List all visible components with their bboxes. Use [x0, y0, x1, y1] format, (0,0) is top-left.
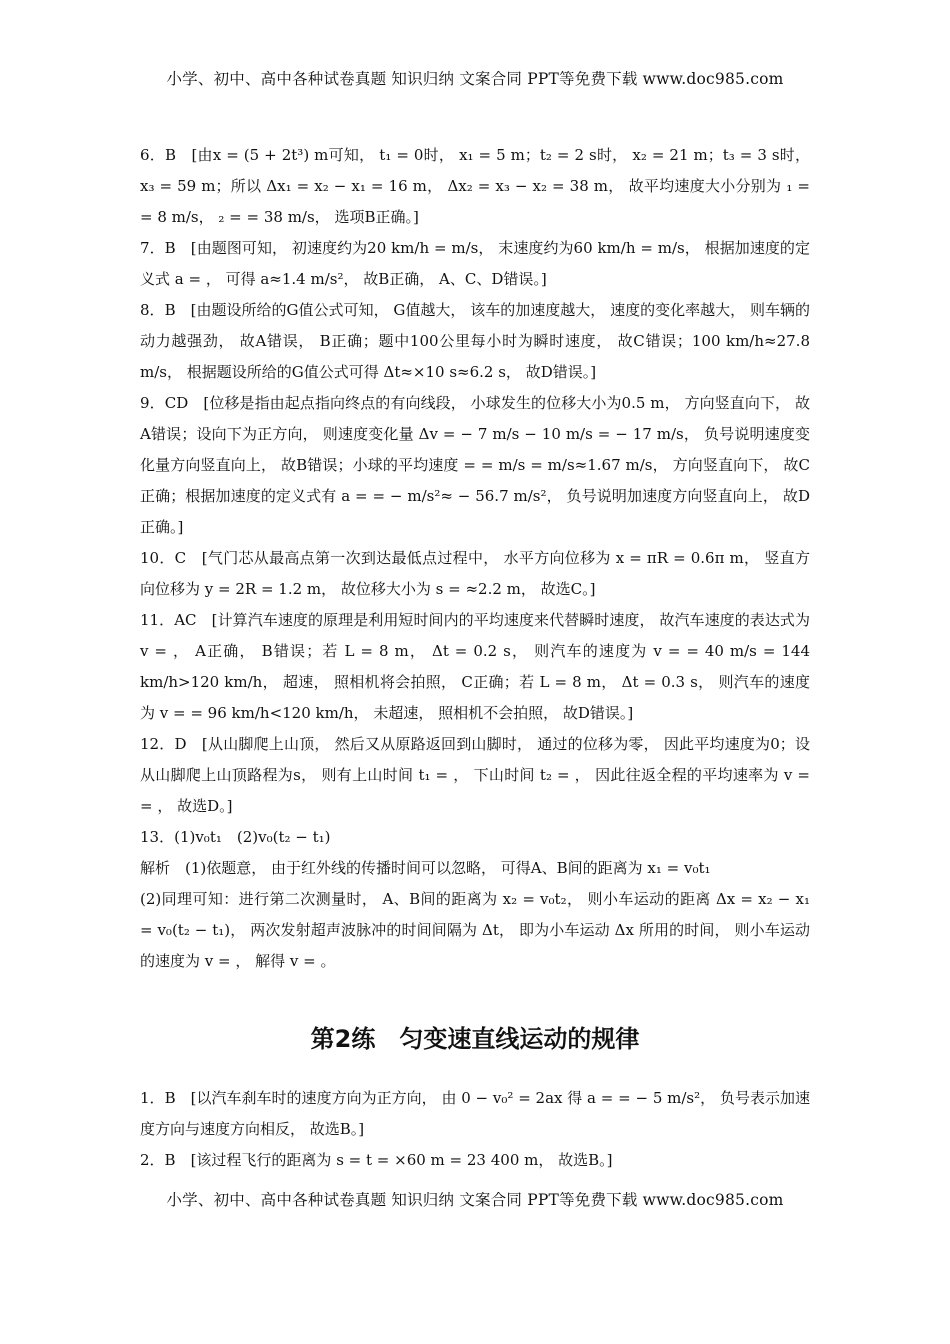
answer-q9: 9．CD [位移是指由起点指向终点的有向线段， 小球发生的位移大小为0.5 m， 方向竖直向下， 故A错误；设向下为正方向， 则速度变化量 Δv = − 7 m/s − 10 m/s = − 17 m/s， 负号说明速度变化量方向竖直向上， 故B错误；小球的平均速度 = = m/s = m/s≈1.67 m/s， 方向竖直向下， 故C正确；根据加速度的定义式有 a = = − m/s²≈ − 56.7 m/s²， 负号说明加速度方向竖直向上， 故D正确。] — [140, 394, 810, 536]
answer-q8: 8．B [由题设所给的G值公式可知， G值越大， 该车的加速度越大， 速度的变化率越大， 则车辆的动力越强劲， 故A错误， B正确；题中100公里每小时为瞬时速度， 故C错误；100 km/h≈27.8 m/s， 根据题设所给的G值公式可得 Δt≈×10 s≈6.2 s， 故D错误。] — [140, 301, 810, 381]
answer-q6: 6．B [由x = (5 + 2t³) m可知， t₁ = 0时， x₁ = 5 m；t₂ = 2 s时， x₂ = 21 m；t₃ = 3 s时， x₃ = 59 m；所以 Δx₁ = x₂ − x₁ = 16 m， Δx₂ = x₃ − x₂ = 38 m， 故平均速度大小分别为 ₁ = = 8 m/s， ₂ = = 38 m/s， 选项B正确。] — [140, 146, 810, 226]
analysis-q13-part1: 解析 (1)依题意， 由于红外线的传播时间可以忽略， 可得A、B间的距离为 x₁ = v₀t₁ — [140, 859, 711, 877]
answer-q12: 12．D [从山脚爬上山顶， 然后又从原路返回到山脚时， 通过的位移为零， 因此平均速度为0；设从山脚爬上山顶路程为s， 则有上山时间 t₁ = ， 下山时间 t₂ = ， 因此往返全程的平均速率为 v = = ， 故选D。] — [140, 735, 810, 815]
answer-q11: 11．AC [计算汽车速度的原理是利用短时间内的平均速度来代替瞬时速度， 故汽车速度的表达式为 v = ， A正确， B错误；若 L = 8 m， Δt = 0.2 s， 则汽车的速度为 v = = 40 m/s = 144 km/h>120 km/h， 超速， 照相机将会拍照， C正确；若 L = 8 m， Δt = 0.3 s， 则汽车的速度为 v = = 96 km/h<120 km/h， 未超速， 照相机不会拍照， 故D错误。] — [140, 611, 810, 722]
answer-q13: 13．(1)v₀t₁ (2)v₀(t₂ − t₁) — [140, 828, 331, 846]
section-title: 第2练 匀变速直线运动的规律 — [310, 1025, 640, 1053]
page-header: 小学、初中、高中各种试卷真题 知识归纳 文案合同 PPT等免费下载 www.doc985.com — [166, 70, 784, 88]
page-footer: 小学、初中、高中各种试卷真题 知识归纳 文案合同 PPT等免费下载 www.doc985.com — [166, 1191, 784, 1209]
answer-content — [140, 140, 810, 1176]
answer-s2-q2: 2．B [该过程飞行的距离为 s = t = ×60 m = 23 400 m， 故选B。] — [140, 1151, 613, 1169]
answer-q7: 7．B [由题图可知， 初速度约为20 km/h = m/s， 末速度约为60 km/h = m/s， 根据加速度的定义式 a = ， 可得 a≈1.4 m/s²， 故B正确， A、C、D错误。] — [140, 239, 810, 288]
analysis-q13-part2: (2)同理可知：进行第二次测量时， A、B间的距离为 x₂ = v₀t₂， 则小车运动的距离 Δx = x₂ − x₁ = v₀(t₂ − t₁)， 两次发射超声波脉冲的时间间隔为 Δt， 即为小车运动 Δx 所用的时间， 则小车运动的速度为 v = ， 解得 v = 。 — [140, 890, 810, 970]
answer-s2-q1: 1．B [以汽车刹车时的速度方向为正方向， 由 0 − v₀² = 2ax 得 a = = − 5 m/s²， 负号表示加速度方向与速度方向相反， 故选B。] — [140, 1089, 810, 1138]
answer-q10: 10．C [气门芯从最高点第一次到达最低点过程中， 水平方向位移为 x = πR = 0.6π m， 竖直方向位移为 y = 2R = 1.2 m， 故位移大小为 s = ≈2.2 m， 故选C。] — [140, 549, 810, 598]
